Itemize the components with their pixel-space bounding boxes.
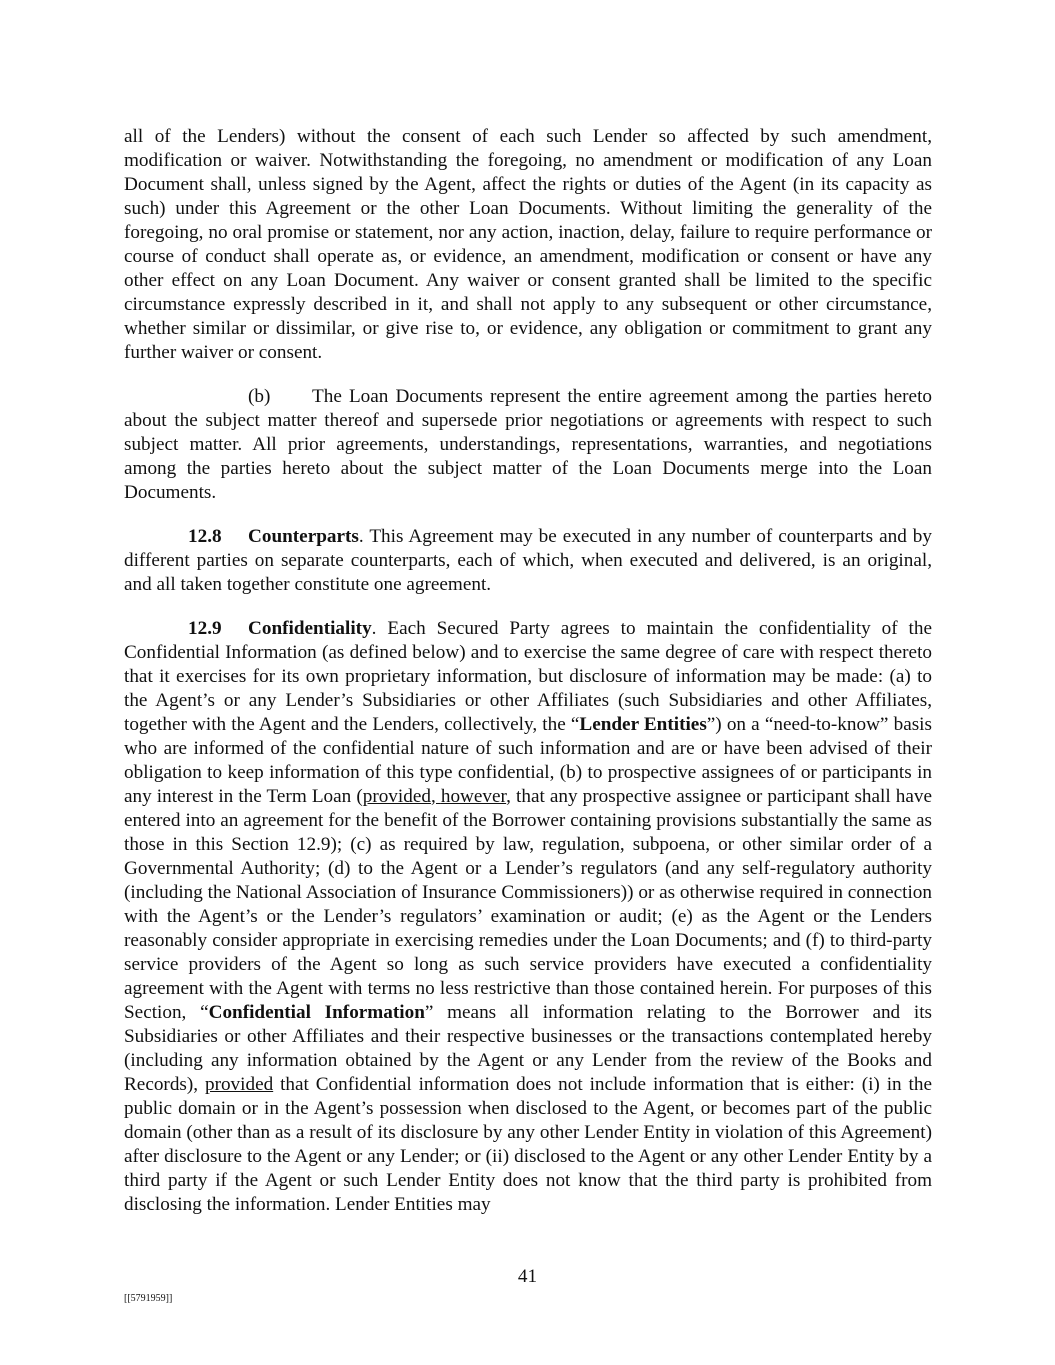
document-id: [[5791959]] — [124, 1293, 173, 1304]
defined-term-lender-entities: Lender Entities — [579, 714, 707, 735]
however-underlined: however — [440, 786, 507, 807]
section-12-9-paragraph — [124, 617, 932, 1217]
section-12-9-text-2: ”) on a “need-to-know” basis who are informed of the confidential nature of such information and are or have been advised of their obligation to keep information of this type confidential, (b) to prospective assignees of or participants in any interest in the Term Loan ( — [124, 714, 932, 807]
subsection-b-paragraph — [124, 385, 932, 505]
section-12-9-text-4: ” means all information relating to the Borrower and its Subsidiaries or other Affiliates and their respective businesses or the transactions contemplated hereby (including any information obtained by the Agent or any Lender from the review of the Books and Records), — [124, 1002, 932, 1095]
section-12-8-title: Counterparts — [248, 526, 359, 547]
continuation-paragraph: all of the Lenders) without the consent of each such Lender so affected by such amendment, modification or waiver. Notwithstanding the foregoing, no amendment or modification of any Loan Document shall, unless signed by the Agent, affect the rights or duties of the Agent (in its capacity as such) under this Agreement or the other Loan Documents. Without limiting the generality of the foregoing, no oral promise or statement, nor any action, inaction, delay, failure to require performance or course of conduct shall operate as, or evidence, an amendment, modification or consent or have any other effect on any Loan Document. Any waiver or consent granted shall be limited to the specific circumstance expressly described in it, and shall not apply to any subsequent or other circumstance, whether similar or dissimilar, or give rise to, or evidence, any obligation or commitment to grant any further waiver or consent. — [124, 126, 932, 363]
section-12-9-number: 12.9 — [188, 618, 222, 639]
section-12-9-text-3: , that any prospective assignee or participant shall have entered into an agreement for the benefit of the Borrower containing provisions substantially the same as those in this Section 12.9); (c) as required by law, regulation, subpoena, or other similar order of a Governmental Authority; (d) to the Agent or a Lender’s regulators (and any self-regulatory authority (including the National Association of Insurance Commissioners)) or as otherwise required in connection with the Agent’s or the Lender’s regulators’ examination or audit; (e) as the Agent or the Lenders reasonably consider appropriate in exercising remedies under the Loan Documents; and (f) to third-party service providers of the Agent so long as such service providers have executed a confidentiality agreement with the Agent with terms no less restrictive than those contained herein. For purposes of this Section, “ — [124, 786, 933, 1023]
subsection-b-label: (b) — [248, 386, 271, 407]
section-12-9-text-5: that Confidential information does not include information that is either: (i) in the public domain or in the Agent’s possession when disclosed to the Agent, or becomes part of the public domain (other than as a result of its disclosure by any other Lender Entity in violation of this Agreement) after disclosure to the Agent or any Lender; or (ii) disclosed to the Agent or any other Lender Entity by a third party if the Agent or such Lender Entity does not know that the third party is prohibited from disclosing the information. Lender Entities may — [124, 1074, 932, 1215]
section-12-8-paragraph — [124, 525, 932, 597]
section-12-8-text: . This Agreement may be executed in any number of counterparts and by different parties on separate counterparts, each of which, when executed and delivered, is an original, and all taken together constitute one agreement. — [124, 526, 932, 595]
document-page — [124, 125, 932, 1217]
section-12-9-text-1: . Each Secured Party agrees to maintain the confidentiality of the Confidential Information (as defined below) and to exercise the same degree of care with respect thereto that it exercises for its own proprietary information, but disclosure of information may be made: (a) to the Agent’s or any Lender’s Subsidiaries or other Affiliates (such Subsidiaries and other Affiliates, together with the Agent and the Lenders, collectively, the “ — [124, 618, 932, 735]
page-number: 41 — [517, 1266, 538, 1287]
provided-underlined-1: provided — [362, 786, 431, 807]
provided-underlined-2: provided — [204, 1074, 274, 1095]
subsection-b-text: The Loan Documents represent the entire agreement among the parties hereto about the subject matter thereof and supersede prior negotiations or agreements with respect to such subject matter. All prior agreements, understandings, representations, warranties, and negotiations among the parties hereto about the subject matter of the Loan Documents merge into the Loan Documents. — [124, 386, 932, 503]
section-12-9-title: Confidentiality — [248, 618, 372, 639]
defined-term-confidential-information: Confidential Information — [208, 1002, 425, 1023]
comma-underlined: , — [430, 786, 441, 807]
section-12-8-number: 12.8 — [188, 526, 222, 547]
